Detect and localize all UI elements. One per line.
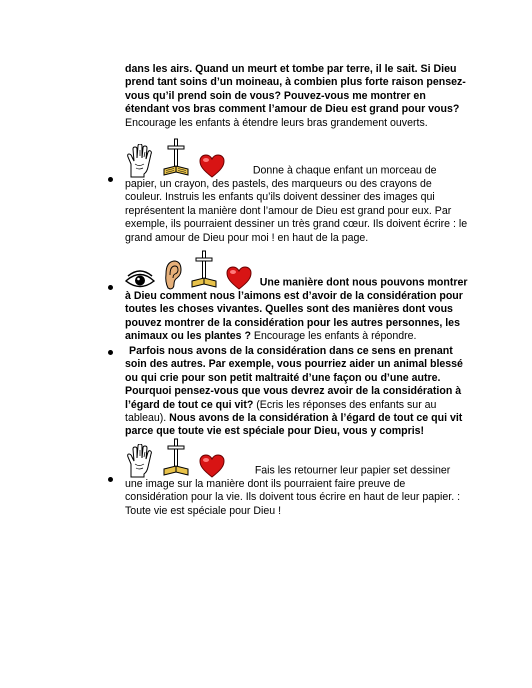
icon-group bbox=[125, 138, 225, 178]
cross-bible-icon bbox=[163, 438, 189, 478]
bullet-3-bold-text-2: Nous avons de la considération à l’égard de tout ce qui vit parce que toute vie est spéciale pour Dieu, vous y compris! bbox=[125, 412, 463, 438]
bullet-1-text: Donne à chaque enfant un morceau de papier, un crayon, des pastels, des marqueurs ou des crayons de couleur. Instruis les enfants qu’ils doivent dessiner des images qui représentent la manière dont l’amour de Dieu est grand pour eux. Par exemple, ils pourraient dessiner un très grand cœur. Ils doivent écrire : le grand amour de Dieu pour moi ! en haut de la page. bbox=[125, 164, 468, 244]
cross-bible-icon bbox=[191, 250, 217, 290]
bullet-4-text: Fais les retourner leur papier set dessiner une image sur la manière dont ils pourraient faire preuve de considération pour la vie. Ils doivent tous écrire en haut de leur papier. : Toute vie est spéciale pour Dieu ! bbox=[125, 464, 461, 517]
bullet-marker bbox=[108, 285, 113, 290]
intro-bold-text: dans les airs. Quand un meurt et tombe par terre, il le sait. Si Dieu prend tant soins d’un moineau, à combien plus forte raison pensez-vous qu’il prend soin de vous? Pouvez-vous me montrer en étendant vos bras comment l’amour de Dieu est grand pour vous? bbox=[125, 63, 466, 116]
bullet-2-normal-text: Encourage les enfants à répondre. bbox=[250, 330, 417, 343]
bullet-item-1 bbox=[125, 138, 470, 245]
intro-normal-text: Encourage les enfants à étendre leurs bras grandement ouverts. bbox=[125, 116, 428, 129]
intro-paragraph bbox=[125, 63, 470, 130]
bullet-marker bbox=[108, 477, 113, 482]
bullet-3-bold-text: Parfois nous avons de la considération dans ce sens en prenant soin des autres. Par exemple, vous pourriez aider un animal blessé ou qui crie pour son petit maltraité d’une façon ou d’une autre. Pourquoi pensez-vous que vous devrez avoir de la considération à l’égard de tout ce qui vit? bbox=[125, 345, 463, 411]
bullet-2-bold-text: Une manière dont nous pouvons montrer à Dieu comment nous l’aimons est d’avoir de la considération pour toutes les choses vivantes. Quelles sont des manières dont vous pouvez montrer de la considération pour les autres personnes, les animaux ou les plantes ? bbox=[125, 276, 468, 343]
hand-icon bbox=[125, 444, 153, 478]
icon-group bbox=[125, 250, 252, 290]
heart-icon bbox=[226, 266, 252, 290]
bullet-3-normal-text: (Ecris les réponses des enfants sur au tableau). bbox=[125, 398, 437, 425]
ear-icon bbox=[164, 260, 182, 290]
heart-icon bbox=[199, 154, 225, 178]
bullet-item-3 bbox=[125, 345, 470, 439]
cross-bible-icon bbox=[163, 138, 189, 178]
heart-icon bbox=[199, 454, 225, 478]
eye-icon bbox=[125, 270, 155, 290]
bullet-marker bbox=[108, 177, 113, 182]
hand-icon bbox=[125, 144, 153, 178]
bullet-item-4 bbox=[125, 438, 470, 518]
bullet-item-2 bbox=[125, 250, 470, 344]
bullet-marker bbox=[108, 350, 113, 355]
icon-group bbox=[125, 438, 225, 478]
